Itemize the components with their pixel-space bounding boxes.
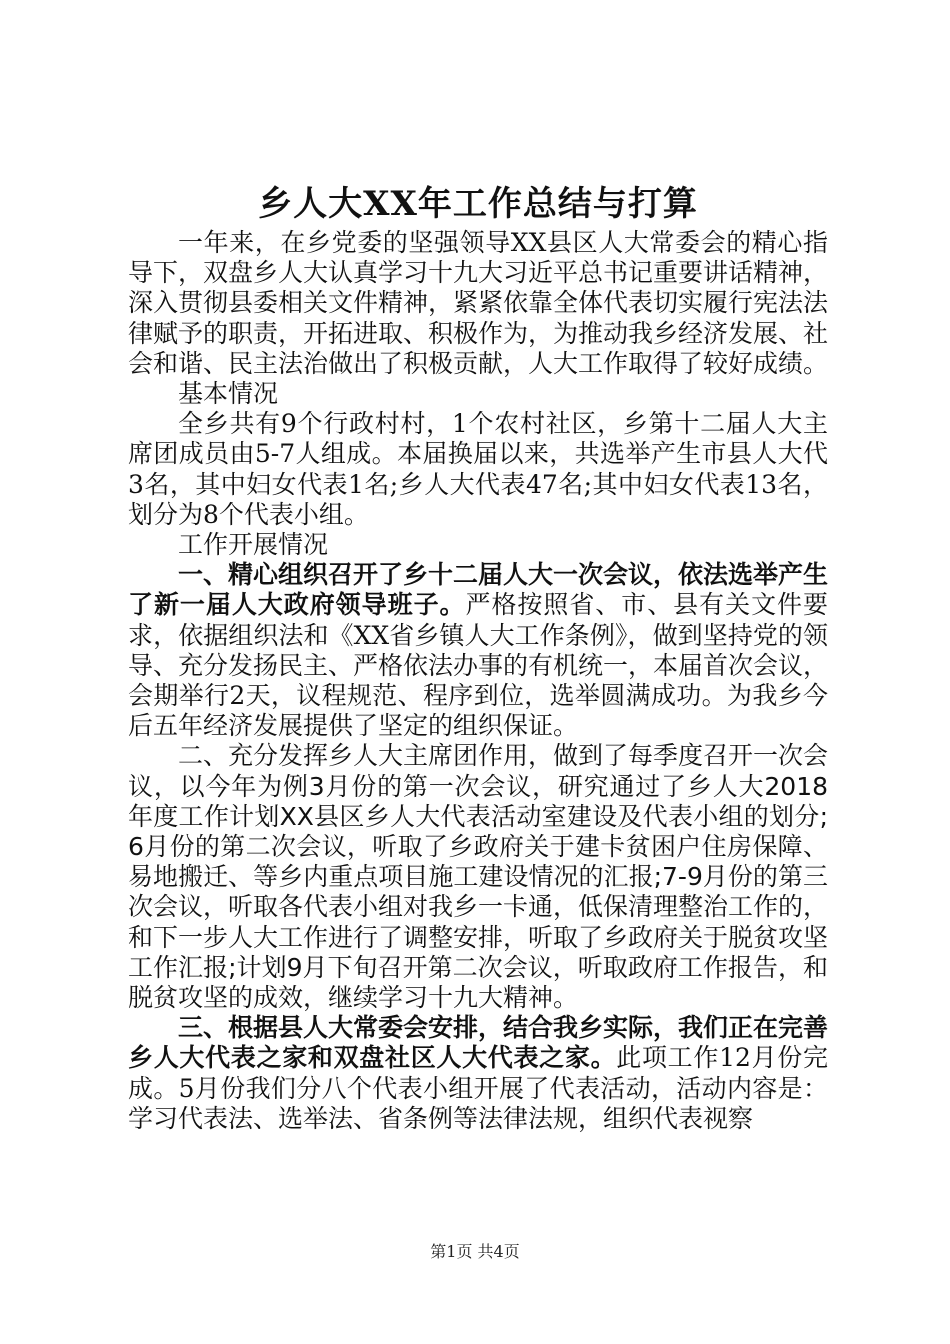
intro-paragraph: 一年来，在乡党委的坚强领导XX县区人大常委会的精心指导下，双盘乡人大认真学习十九大习近平总书记重要讲话精神，深入贯彻县委相关文件精神，紧紧依靠全体代表切实履行宪法法律赋予的职责，开拓进取、积极作为，为推动我乡经济发展、社会和谐、民主法治做出了积极贡献，人大工作取得了较好成绩。 <box>128 228 829 378</box>
page-footer: 第1页 共4页 <box>430 1242 520 1261</box>
work-item-1 <box>128 560 828 741</box>
work-item-2: 二、充分发挥乡人大主席团作用，做到了每季度召开一次会议，以今年为例3月份的第一次会议，研究通过了乡人大2018年度工作计划XX县区乡人大代表活动室建设及代表小组的划分;6月份的第二次会议，听取了乡政府关于建卡贫困户住房保障、易地搬迁、等乡内重点项目施工建设情况的汇报;7-9月份的第三次会议，听取各代表小组对我乡一卡通，低保清理整治工作的，和下一步人大工作进行了调整安排，听取了乡政府关于脱贫攻坚工作汇报;计划9月下旬召开第二次会议，听取政府工作报告，和脱贫攻坚的成效，继续学习十九大精神。 <box>128 741 829 1013</box>
document-title: 乡人大XX年工作总结与打算 <box>258 184 698 224</box>
document-page <box>128 182 828 1134</box>
work-item-3-lead: 三、根据县人大常委会安排，结合我乡实际，我们正在完善乡人大代表之家和双盘社区人大代表之家。 <box>128 1013 829 1073</box>
work-item-1-lead: 一、精心组织召开了乡十二届人大一次会议，依法选举产生了新一届人大政府领导班子。 <box>128 560 829 620</box>
work-item-1-body: 严格按照省、市、县有关文件要求，依据组织法和《XX省乡镇人大工作条例》，做到坚持党的领导、充分发扬民主、严格依法办事的有机统一，本届首次会议，会期举行2天，议程规范、程序到位，选举圆满成功。为我乡今后五年经济发展提供了坚定的组织保证。 <box>128 590 829 741</box>
work-item-3-body: 此项工作12月份完成。5月份我们分八个代表小组开展了代表活动，活动内容是：学习代表法、选举法、省条例等法律法规，组织代表视察 <box>128 1043 828 1133</box>
section-heading-work: 工作开展情况 <box>178 530 329 560</box>
work-item-3 <box>128 1013 828 1134</box>
basic-info-paragraph: 全乡共有9个行政村村，1个农村社区，乡第十二届人大主席团成员由5-7人组成。本届换届以来，共选举产生市县人大代3名，其中妇女代表1名;乡人大代表47名;其中妇女代表13名，划分为8个代表小组。 <box>128 409 828 529</box>
section-heading-basic: 基本情况 <box>178 379 279 409</box>
